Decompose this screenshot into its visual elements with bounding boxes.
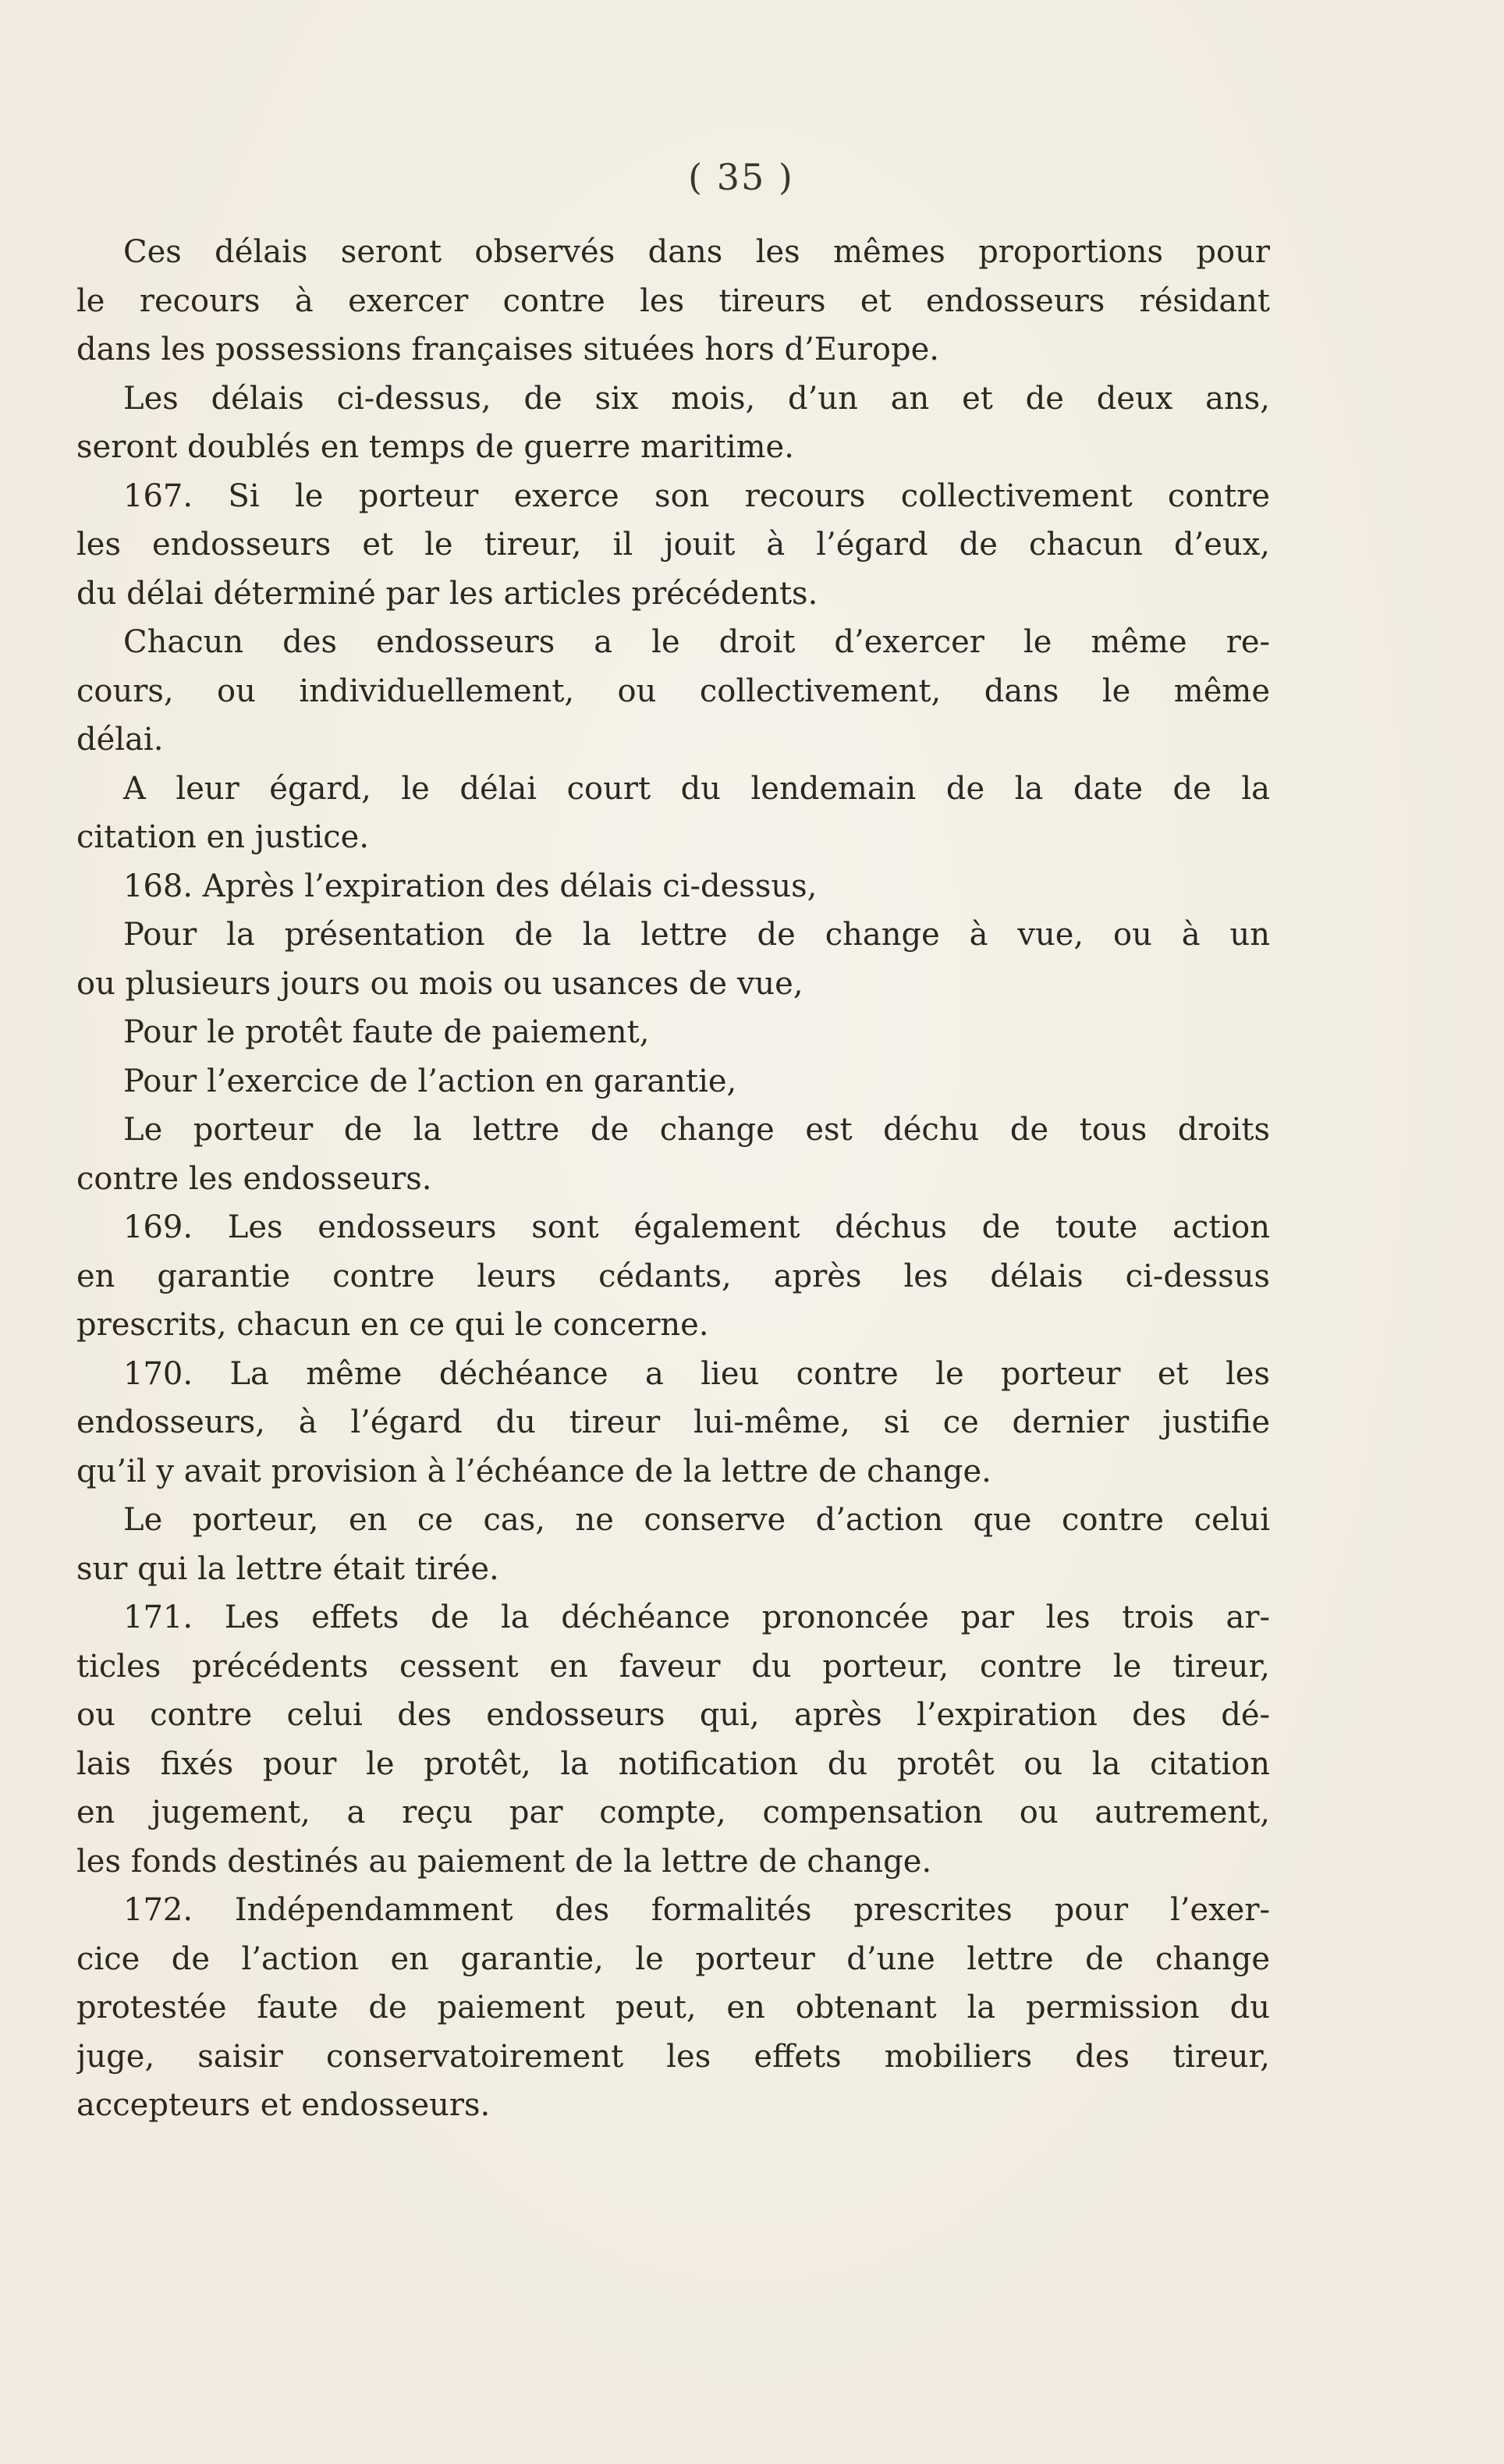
text-line: Pour le protêt faute de paiement, (123, 1014, 650, 1050)
text-line: Pour la présentation de la lettre de change à vue, ou à un (123, 917, 1270, 953)
text-line: du délai déterminé par les articles précédents. (76, 575, 818, 612)
text-line: qu’il y avait provision à l’échéance de la lettre de change. (76, 1453, 991, 1489)
text-line: 169. Les endosseurs sont également déchus de toute action (123, 1209, 1270, 1245)
text-line: citation en justice. (76, 819, 370, 855)
text-line: 170. La même déchéance a lieu contre le porteur et les (123, 1355, 1270, 1392)
text-line: 167. Si le porteur exerce son recours collectivement contre (123, 478, 1270, 514)
text-line: 168. Après l’expiration des délais ci-dessus, (123, 868, 818, 904)
text-line: endosseurs, à l’égard du tireur lui-même, si ce dernier justifie (76, 1404, 1270, 1440)
text-line: A leur égard, le délai court du lendemain de la date de la (123, 770, 1270, 807)
text-line: ou contre celui des endosseurs qui, après l’expiration des dé- (76, 1697, 1270, 1733)
text-line: les endosseurs et le tireur, il jouit à l’égard de chacun d’eux, (76, 527, 1270, 563)
text-line: ou plusieurs jours ou mois ou usances de vue, (76, 965, 803, 1002)
text-line: sur qui la lettre était tirée. (76, 1550, 499, 1587)
text-line: contre les endosseurs. (76, 1160, 432, 1197)
text-line: 172. Indépendamment des formalités prescrites pour l’exer- (123, 1892, 1270, 1928)
text-line: protestée faute de paiement peut, en obtenant la permission du (76, 1990, 1270, 2026)
page-number: ( 35 ) (688, 156, 794, 198)
text-line: le recours à exercer contre les tireurs et endosseurs résidant (76, 282, 1270, 319)
text-line: cours, ou individuellement, ou collectivement, dans le même (76, 673, 1270, 709)
text-line: les fonds destinés au paiement de la lettre de change. (76, 1843, 932, 1880)
text-line: en jugement, a reçu par compte, compensation ou autrement, (76, 1795, 1270, 1830)
text-line: seront doublés en temps de guerre maritime. (76, 429, 794, 465)
text-line: accepteurs et endosseurs. (76, 2087, 491, 2123)
text-line: prescrits, chacun en ce qui le concerne. (76, 1307, 709, 1343)
text-line: cice de l’action en garantie, le porteur d’une lettre de change (76, 1940, 1270, 1977)
text-line: 171. Les effets de la déchéance prononcée par les trois ar- (123, 1599, 1270, 1635)
text-line: en garantie contre leurs cédants, après les délais ci-dessus (76, 1258, 1270, 1294)
text-line: Le porteur de la lettre de change est déchu de tous droits (123, 1112, 1270, 1148)
text-line: Chacun des endosseurs a le droit d’exercer le même re- (123, 624, 1270, 660)
text-line: juge, saisir conservatoirement les effets mobiliers des tireur, (76, 2038, 1270, 2075)
text-line: lais fixés pour le protêt, la notification du protêt ou la citation (76, 1745, 1270, 1782)
text-line: dans les possessions françaises situées hors d’Europe. (76, 332, 939, 367)
text-line: Le porteur, en ce cas, ne conserve d’action que contre celui (123, 1502, 1270, 1538)
text-line: Les délais ci-dessus, de six mois, d’un an et de deux ans, (123, 380, 1270, 417)
text-line: délai. (76, 722, 164, 758)
text-line: Ces délais seront observés dans les mêmes proportions pour (123, 234, 1270, 270)
body-text (76, 228, 1270, 2130)
text-line: ticles précédents cessent en faveur du porteur, contre le tireur, (76, 1648, 1270, 1685)
text-line: Pour l’exercice de l’action en garantie, (123, 1063, 737, 1099)
